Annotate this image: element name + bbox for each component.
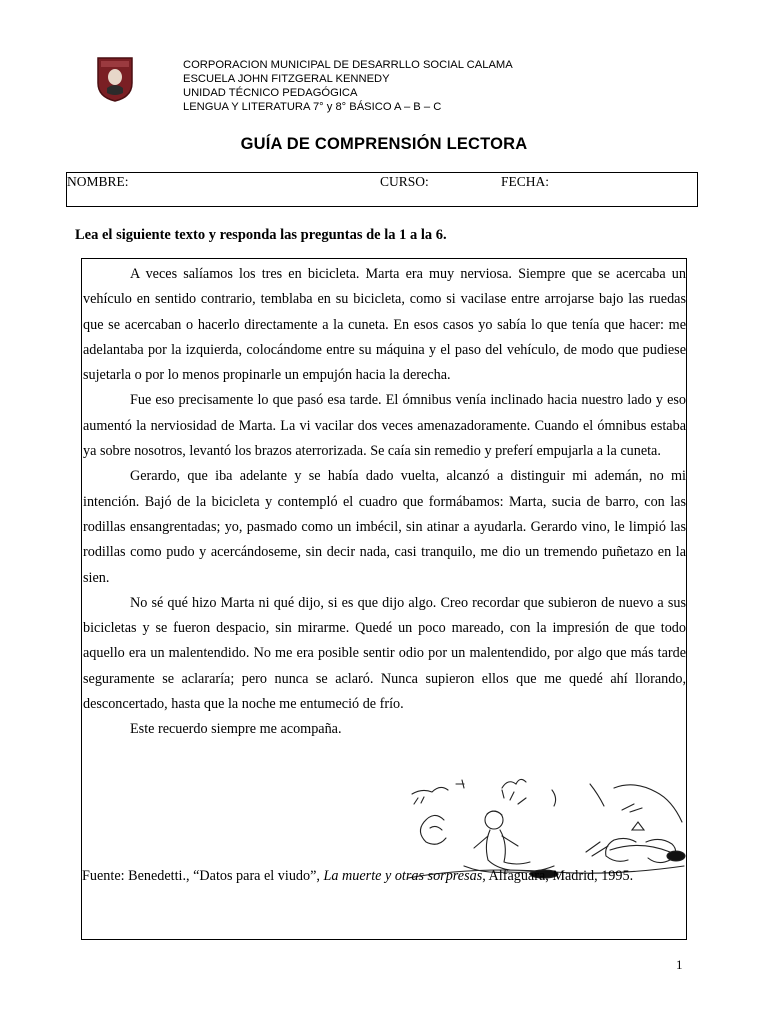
source-suffix: , Alfaguara, Madrid, 1995.	[482, 868, 634, 884]
document-title: GUÍA DE COMPRENSIÓN LECTORA	[240, 135, 528, 153]
header-line-subject: LENGUA Y LITERATURA 7° y 8° BÁSICO A – B – C	[183, 101, 442, 113]
source-book-title: La muerte y otras sorpresas	[323, 868, 483, 884]
header-line-unit: UNIDAD TÉCNICO PEDAGÓGICA	[183, 87, 358, 99]
reading-paragraph-4: No sé qué hizo Marta ni qué dijo, si es que dijo algo. Creo recordar que subieron de nuevo a sus bicicletas y se fueron despacio, sin mirarme. Quedé un poco mareado, con la impresión de que todo aquello era un malentendido. No me era posible sentir odio por un malentendido, por algo que más tarde seguramente se aclararía; pero nunca se aclaró. Nunca supieron ellos que me quedé ahí llorando, desconcertado, hasta que la noche me entumeció de frío.	[83, 594, 686, 713]
name-field-label: NOMBRE:	[67, 174, 129, 189]
source-citation	[82, 868, 672, 885]
reading-paragraph-3: Gerardo, que iba adelante y se había dado vuelta, alcanzó a distinguir mi ademán, no mi intención. Bajó de la bicicleta y contempló el cuadro que formábamos: Marta, sucia de barro, con las rodillas ensangrentadas; yo, pasmado como un imbécil, sin atinar a ayudarla. Gerardo vino, le limpió las rodillas como pudo y acercándoseme, sin decir nada, casi tranquilo, me dio un tremendo puñetazo en la sien.	[83, 468, 686, 586]
student-info-box	[66, 172, 698, 207]
reading-text	[83, 262, 686, 743]
school-crest-logo	[95, 55, 135, 103]
reading-paragraph-5: Este recuerdo siempre me acompaña.	[130, 721, 342, 738]
source-prefix: Fuente: Benedetti., “Datos para el viudo”,	[82, 868, 324, 884]
reading-paragraph-2: Fue eso precisamente lo que pasó esa tarde. El ómnibus venía inclinado hacia nuestro lado y eso aumentó la nerviosidad de Marta. La vi vacilar dos veces amenazadoramente. Cuando el ómnibus estaba ya sobre nosotros, levantó los brazos aterrorizada. Se caía sin remedio y preferí empujarla a la cuneta.	[83, 392, 686, 460]
header-line-school: ESCUELA JOHN FITZGERAL KENNEDY	[183, 73, 390, 85]
page-number: 1	[676, 957, 683, 972]
header-line-corporation: CORPORACION MUNICIPAL DE DESARRLLO SOCIAL CALAMA	[183, 59, 513, 71]
institution-header	[183, 58, 513, 114]
date-field-label: FECHA:	[501, 174, 550, 189]
course-field-label: CURSO:	[380, 174, 429, 189]
reading-paragraph-1: A veces salíamos los tres en bicicleta. Marta era muy nerviosa. Siempre que se acercaba un vehículo en sentido contrario, temblaba en su bicicleta, como si vacilase entre arrojarse bajo las ruedas que se acercaban o hacerlo directamente a la cuneta. En esos casos yo sabía lo que tenía que hacer: me adelantaba por la izquierda, colocándome entre su máquina y el paso del vehículo, de modo que pudiese sujetarla o por lo menos propinarle un empujón hacia la derecha.	[83, 266, 686, 384]
instructions: Lea el siguiente texto y responda las preguntas de la 1 a la 6.	[75, 227, 447, 243]
